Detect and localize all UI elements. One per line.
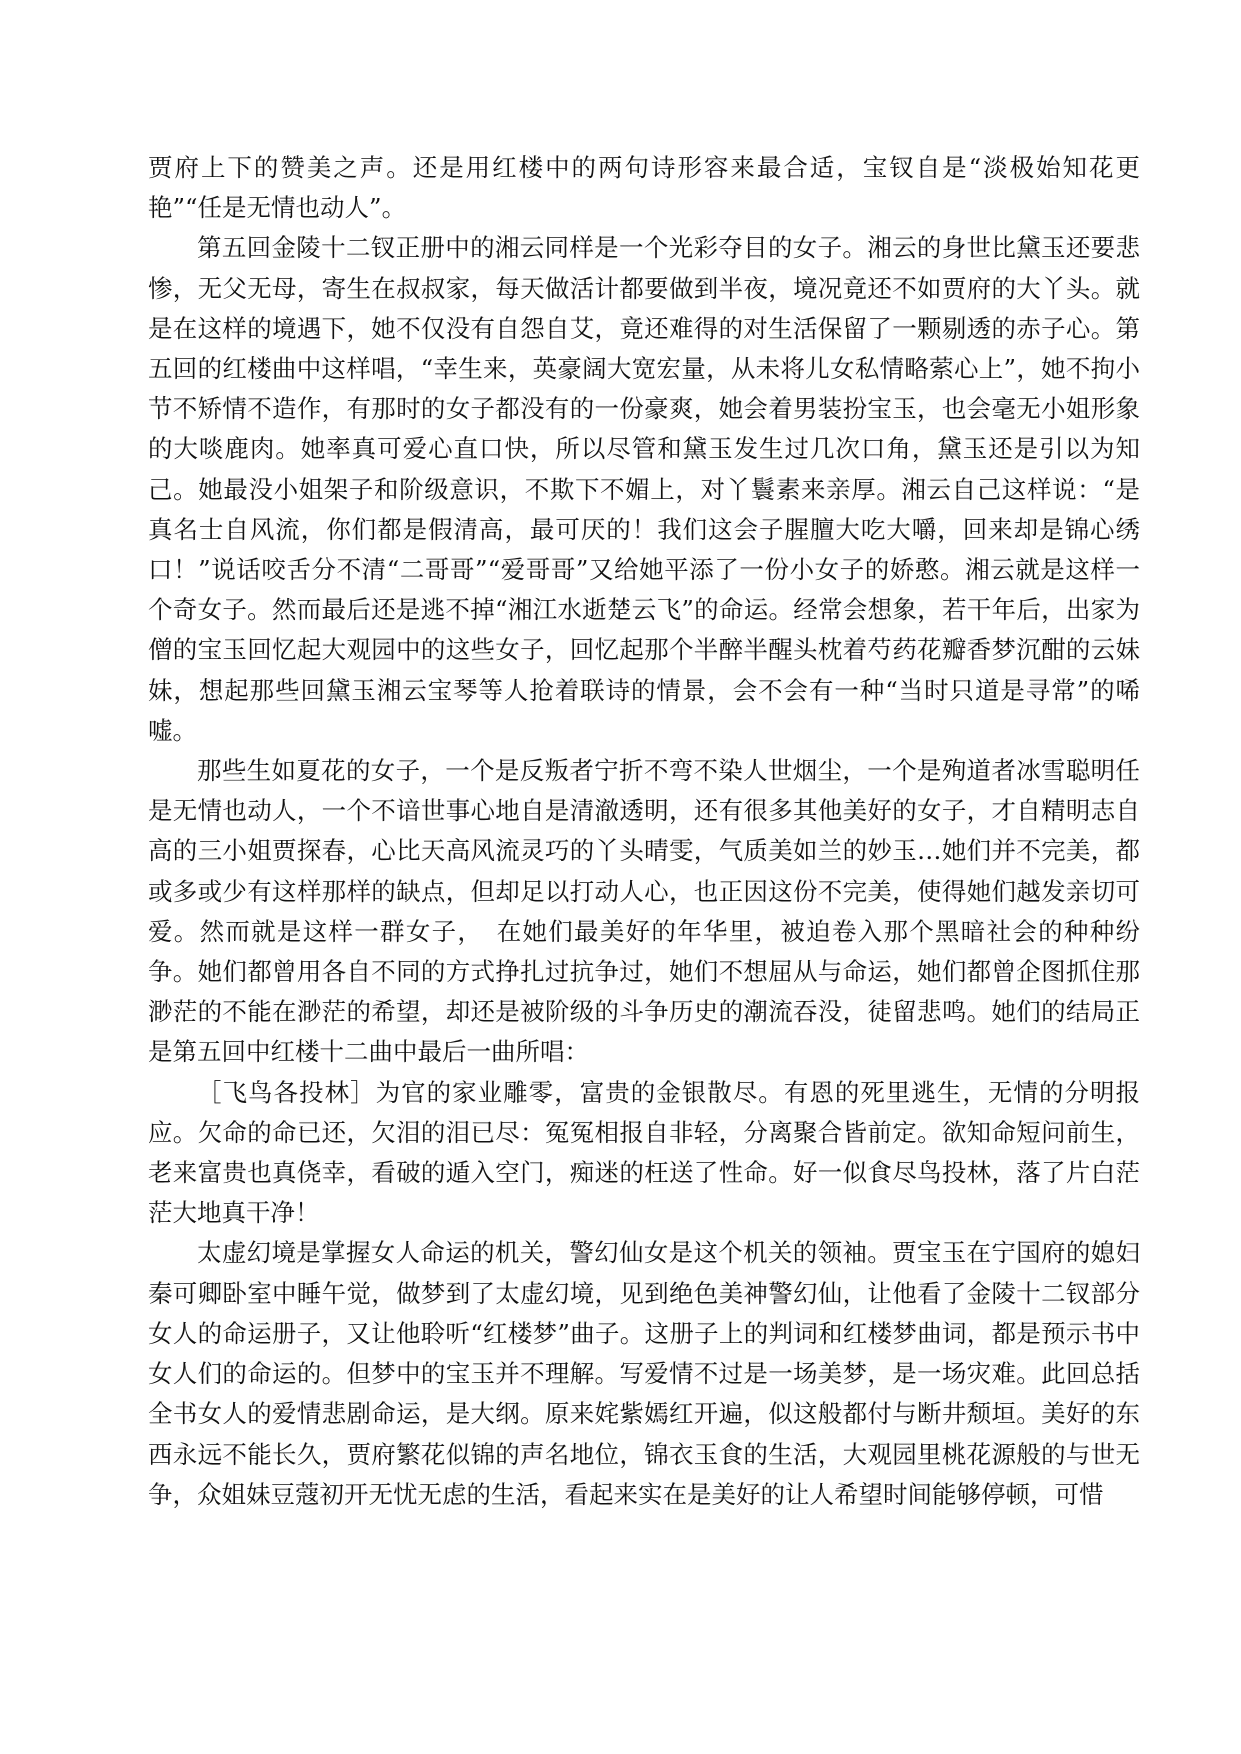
paragraph-1: 贾府上下的赞美之声。还是用红楼中的两句诗形容来最合适，宝钗自是“淡极始知花更艳”“任是无情也动人”。	[148, 153, 1140, 223]
document-page	[148, 148, 1140, 1515]
paragraph-3: 那些生如夏花的女子，一个是反叛者宁折不弯不染人世烟尘，一个是殉道者冰雪聪明任是无情也动人，一个不谙世事心地自是清澈透明，还有很多其他美好的女子，才自精明志自高的三小姐贾探春，心比天高风流灵巧的丫头晴雯，气质美如兰的妙玉…她们并不完美，都或多或少有这样那样的缺点，但却足以打动人心，也正因这份不完美，使得她们越发亲切可爱。然而就是这样一群女子， 在她们最美好的年华里，被迫卷入那个黑暗社会的种种纷争。她们都曾用各自不同的方式挣扎过抗争过，她们不想屈从与命运，她们都曾企图抓住那渺茫的不能在渺茫的希望，却还是被阶级的斗争历史的潮流吞没，徒留悲鸣。她们的结局正是第五回中红楼十二曲中最后一曲所唱：	[148, 756, 1140, 1067]
paragraph-5: 太虚幻境是掌握女人命运的机关，警幻仙女是这个机关的领袖。贾宝玉在宁国府的媳妇秦可卿卧室中睡午觉，做梦到了太虚幻境，见到绝色美神警幻仙，让他看了金陵十二钗部分女人的命运册子，又让他聆听“红楼梦”曲子。这册子上的判词和红楼梦曲词，都是预示书中女人们的命运的。但梦中的宝玉并不理解。写爱情不过是一场美梦，是一场灾难。此回总括全书女人的爱情悲剧命运，是大纲。原来姹紫嫣红开遍，似这般都付与断井颓垣。美好的东西永远不能长久，贾府繁花似锦的声名地位，锦衣玉食的生活，大观园里桃花源般的与世无争，众姐妹豆蔻初开无忧无虑的生活，看起来实在是美好的让人希望时间能够停顿，可惜	[148, 1238, 1140, 1509]
paragraph-2: 第五回金陵十二钗正册中的湘云同样是一个光彩夺目的女子。湘云的身世比黛玉还要悲惨，无父无母，寄生在叔叔家，每天做活计都要做到半夜，境况竟还不如贾府的大丫头。就是在这样的境遇下，她不仅没有自怨自艾，竟还难得的对生活保留了一颗剔透的赤子心。第五回的红楼曲中这样唱，“幸生来，英豪阔大宽宏量，从未将儿女私情略萦心上”，她不拘小节不矫情不造作，有那时的女子都没有的一份豪爽，她会着男装扮宝玉，也会毫无小姐形象的大啖鹿肉。她率真可爱心直口快，所以尽管和黛玉发生过几次口角，黛玉还是引以为知己。她最没小姐架子和阶级意识，不欺下不媚上，对丫鬟素来亲厚。湘云自己这样说：“是真名士自风流，你们都是假清高，最可厌的！我们这会子腥膻大吃大嚼，回来却是锦心绣口！”说话咬舌分不清“二哥哥”“爱哥哥”又给她平添了一份小女子的娇憨。湘云就是这样一个奇女子。然而最后还是逃不掉“湘江水逝楚云飞”的命运。经常会想象，若干年后，出家为僧的宝玉回忆起大观园中的这些女子，回忆起那个半醉半醒头枕着芍药花瓣香梦沉酣的云妹妹，想起那些回黛玉湘云宝琴等人抢着联诗的情景，会不会有一种“当时只道是寻常”的唏嘘。	[148, 233, 1140, 745]
paragraph-4: ［飞鸟各投林］为官的家业雕零，富贵的金银散尽。有恩的死里逃生，无情的分明报应。欠命的命已还，欠泪的泪已尽：冤冤相报自非轻，分离聚合皆前定。欲知命短问前生，老来富贵也真侥幸，看破的遁入空门，痴迷的枉送了性命。好一似食尽鸟投林，落了片白茫茫大地真干净！	[148, 1077, 1140, 1228]
